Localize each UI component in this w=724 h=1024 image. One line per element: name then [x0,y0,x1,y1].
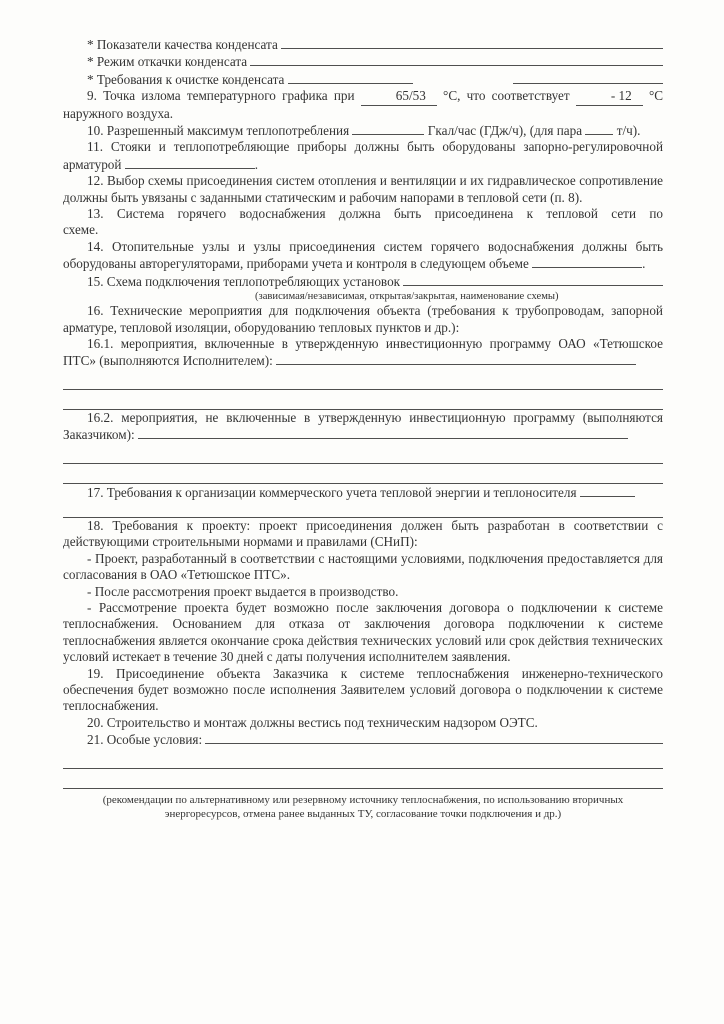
item-text: т/ч). [616,123,641,139]
item-18-sub-3: - Рассмотрение проекта будет возможно после заключения договора о подключении к системе теплоснабжения. Основанием для отказа от заключения договора подключении к системе теплоснабжения является окончание срока действия технических условий или срок действия технических условий истекает в течение 30 дней с даты получения исполнителем заявления. [63,599,663,665]
item-condensate-pumping [63,53,663,70]
footnote: (рекомендации по альтернативному или резервному источнику теплоснабжения, по использованию вторичных энергоресурсов, отмена ранее выданных ТУ, согласование точки подключения и др.) [102,793,624,821]
temperature-value: 65/53 [361,88,437,105]
blank-line [63,447,663,464]
blank-line [63,393,663,410]
item-11 [63,139,663,173]
item-text: 17. Требования к организации коммерческого учета тепловой энергии и теплоносителя [87,484,577,500]
item-label: * Режим откачки конденсата [87,54,248,70]
item-18-sub-2: - После рассмотрения проект выдается в производство. [87,583,399,599]
blank-field [513,71,663,84]
item-17 [63,484,663,501]
blank-field [352,122,424,135]
item-9 [63,88,663,122]
blank-field [532,255,642,268]
item-12: 12. Выбор схемы присоединения систем отопления и вентиляции и их гидравлическое сопротивление должны быть увязаны с заданными статическим и рабочим напорами в тепловой сети (п. 8). [63,173,663,205]
blank-field [281,36,663,49]
item-20: 20. Строительство и монтаж должны вестись под техническим надзором ОЭТС. [87,714,538,730]
blank-field [250,53,663,66]
item-15-caption: (зависимая/независимая, открытая/закрытая, наименование схемы) [255,291,559,303]
item-label: * Показатели качества конденсата [87,37,278,52]
item-text: °С наружного воздуха. [63,88,664,121]
item-16: 16. Технические мероприятия для подключения объекта (требования к трубопроводам, запорной арматуре, тепловой изоляции, оборудованию тепловых пунктов и др.): [63,303,663,335]
item-text: Гкал/час (ГДж/ч), (для пара [427,123,583,139]
item-label: 15. Схема подключения теплопотребляющих установок [87,273,401,289]
item-15 [63,273,663,290]
item-text: . [642,256,646,272]
blank-field [276,352,636,365]
item-10 [63,122,663,139]
blank-field [205,731,663,744]
blank-line [63,501,663,518]
item-text: 9. Точка излома температурного графика при [87,88,355,104]
item-18: 18. Требования к проекту: проект присоединения должен быть разработан в соответствии с действующими строительными нормами и правилами (СНиП): [63,517,663,550]
item-14 [63,239,663,273]
item-condensate-cleaning [63,71,663,88]
item-21 [63,731,663,748]
item-16-2 [63,410,663,444]
blank-field [125,156,255,169]
blank-field [288,71,413,84]
item-label: * Требования к очистке конденсата [87,71,285,87]
blank-gap [413,71,513,84]
item-condensate-quality [63,36,663,53]
item-label: 21. Особые условия: [87,732,203,748]
blank-field [403,273,663,286]
item-16-1 [63,336,663,370]
item-text: 16.2. мероприятия, не включенные в утвержденную инвестиционную программу (выполняются Заказчиком): [63,409,663,443]
item-18-sub-1: - Проект, разработанный в соответствии с настоящими условиями, подключения предоставляется для согласования в ОАО «Тетюшское ПТС». [63,550,663,583]
item-text: 14. Отопительные узлы и узлы присоединения систем горячего водоснабжения должны быть оборудованы авторегуляторами, приборами учета и контроля в следующем объеме [63,238,663,272]
blank-line [63,752,663,769]
blank-line [63,373,663,390]
outdoor-temperature-value: - 12 [576,88,643,105]
item-text: 10. Разрешенный максимум теплопотребления [87,123,350,139]
item-text: 16.1. мероприятия, включенные в утвержденную инвестиционную программу ОАО «Тетюшское ПТС» (выполняются Исполнителем): [63,335,663,369]
blank-field [138,426,628,439]
item-text: 11. Стояки и теплопотребляющие приборы должны быть оборудованы запорно-регулировочной арматурой [63,139,663,172]
item-19: 19. Присоединение объекта Заказчика к системе теплоснабжения инженерно-технического обеспечения будет возможно после исполнения Заявителем условий договора о подключении к системе теплоснабжения. [63,665,663,714]
blank-line [63,772,663,789]
blank-field [580,484,635,497]
item-text: °С, что соответствует [443,88,570,104]
blank-field [585,122,613,135]
blank-line [63,467,663,484]
item-13: 13. Система горячего водоснабжения должна быть присоединена к тепловой сети по схеме. [63,206,663,238]
item-text: . [254,156,259,172]
